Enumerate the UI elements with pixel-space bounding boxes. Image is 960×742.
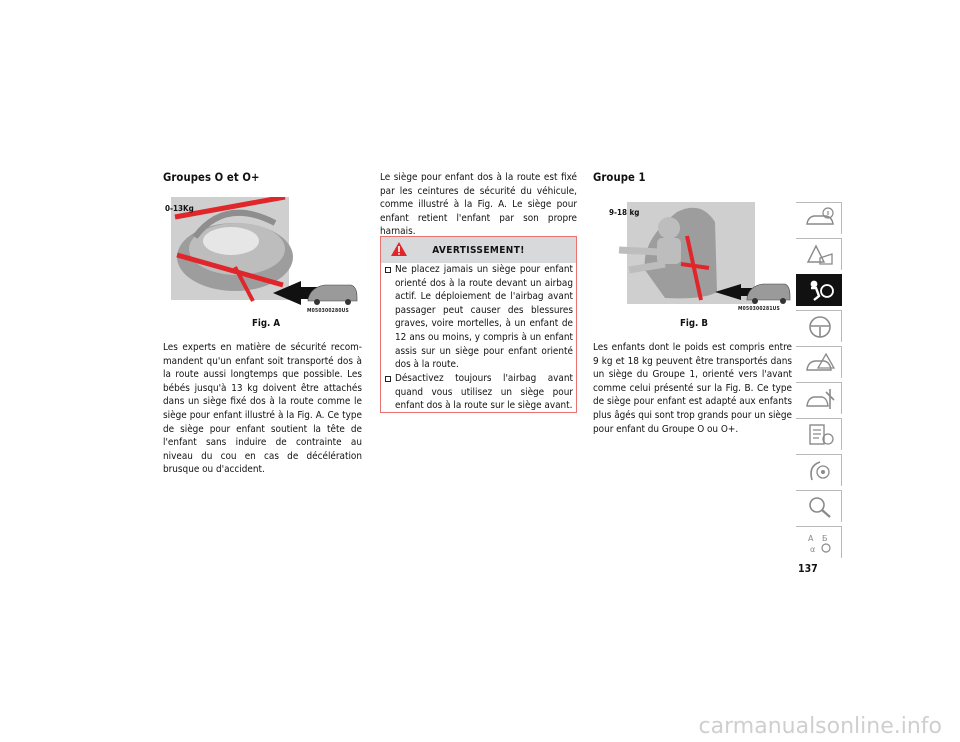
emergency-icon [804,350,836,376]
languages-icon [804,530,836,556]
section-heading-groupes-0: Groupes O et O+ [163,171,260,184]
tab-driving[interactable] [796,310,842,342]
service-tools-icon [804,386,836,412]
svg-text:α: α [810,545,816,554]
figure-a-code: M050300280US [307,308,349,314]
page-number: 137 [798,563,818,575]
car-info-icon [804,206,836,232]
figure-a-caption: Fig. A [252,318,280,329]
rear-facing-infant-seat-illustration [165,197,361,313]
tab-multimedia[interactable] [796,454,842,486]
tab-service[interactable] [796,382,842,414]
dashboard-lights-icon [804,242,836,268]
tab-safety[interactable] [796,274,842,306]
airbag-safety-icon [804,278,836,304]
col1-paragraph: Les experts en matière de sécurité recom-mandent qu'un enfant soit transporté dos à la route aussi longtemps que possible. Les bébés jusqu'à 13 kg doivent être attachés dans un siège fixé dos à la route comme le siège pour enfant illustré à la Fig. A. Ce type de siège pour enfant soutient la tête de l'enfant sans induire de contrainte au niveau du cou en cas de décélération brusque ou d'accident. [163,342,362,476]
figure-b-code: M050300281US [738,306,780,312]
tab-specifications[interactable] [796,418,842,450]
bullet-icon [385,376,391,382]
warning-box [380,236,577,413]
figure-b-caption: Fig. B [680,318,708,329]
warning-header [381,237,576,263]
svg-text:Б: Б [822,534,828,543]
tab-index[interactable] [796,490,842,522]
figure-b-weight-label: 9-18 kg [609,208,640,217]
search-index-icon [804,494,836,520]
multimedia-icon [804,458,836,484]
svg-text:A: A [808,534,814,543]
figure-a [165,197,361,313]
figure-b [605,200,791,312]
col3-paragraph: Les enfants dont le poids est compris entre 9 kg et 18 kg peuvent être transportés dans un siège du Groupe 1, orienté vers l'avant comme celui présenté sur la Fig. B. Ce type de siège pour enfant est adapté aux enfants plus âgés qui sont trop grands pour un siège pour enfant du Groupe O ou O+. [593,342,792,435]
figure-a-weight-label: 0-13Kg [165,204,194,213]
warning-item-1: Ne placez jamais un siège pour enfant orienté dos à la route devant un airbag actif. Le déploiement de l'airbag avant passager peut causer des blessures graves, voire mortelles, à un enfant de 12 ans ou moins, y compris à un enfant assis sur un siège pour enfant orienté dos à la route. [395,264,573,371]
section-heading-groupe-1: Groupe 1 [593,171,646,184]
tab-languages[interactable] [796,526,842,558]
tab-dashboard-lights[interactable] [796,238,842,270]
warning-title: AVERTISSEMENT! [432,245,525,256]
tab-emergency[interactable] [796,346,842,378]
footer-watermark[interactable]: carmanualsonline.info [698,714,942,739]
tab-car-info[interactable] [796,202,842,234]
specifications-icon [804,422,836,448]
steering-wheel-icon [804,314,836,340]
bullet-icon [385,267,391,273]
col2-paragraph: Le siège pour enfant dos à la route est fixé par les ceintures de sécurité du véhicule, comme illustré à la Fig. A. Le siège pour enfant retient l'enfant par son propre harnais. [380,172,577,238]
warning-item-2: Désactivez toujours l'airbag avant quand vous utilisez un siège pour enfant dos à la route sur le siège avant. [395,373,573,412]
